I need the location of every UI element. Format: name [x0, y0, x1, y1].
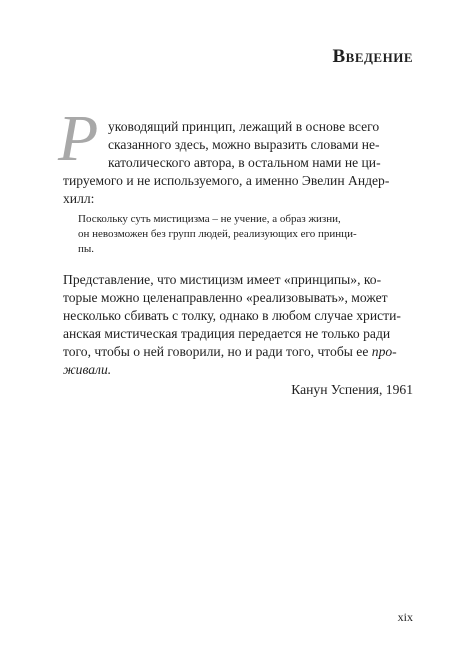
text-line: тируемого и не используемого, а именно Эвелин Андер- — [63, 173, 390, 188]
page-number: xix — [397, 610, 413, 624]
quote-line: он невозможен без групп людей, реализующих его принци- — [78, 228, 357, 240]
text-line: сказанного здесь, можно выразить словами не- — [108, 137, 380, 152]
text-line — [63, 362, 111, 378]
text-line-plain: того, чтобы о ней говорили, но и ради того, чтобы ее — [63, 344, 369, 359]
text-line: католического автора, в остальном нами не ци- — [108, 155, 381, 170]
date-line: Канун Успения, 1961 — [291, 382, 413, 397]
drop-cap-letter: Р — [58, 102, 99, 175]
text-line: Представление, что мистицизм имеет «принципы», ко- — [63, 272, 382, 287]
quote-line: Поскольку суть мистицизма – не учение, а образ жизни, — [78, 213, 341, 225]
text-line: несколько сбивать с толку, однако в любом случае христи- — [63, 308, 401, 323]
emphasis-text: живали. — [63, 362, 112, 377]
text-line: хилл: — [63, 191, 95, 206]
text-line: уководящий принцип, лежащий в основе всего — [108, 119, 380, 134]
quote-line: пы. — [78, 243, 95, 255]
text-line: торые можно целенаправленно «реализовывать», может — [63, 290, 388, 305]
chapter-title: Введение — [332, 46, 413, 67]
text-line — [63, 344, 397, 360]
emphasis-text: про- — [371, 344, 397, 359]
text-line: анская мистическая традиция передается не только ради — [63, 326, 391, 341]
